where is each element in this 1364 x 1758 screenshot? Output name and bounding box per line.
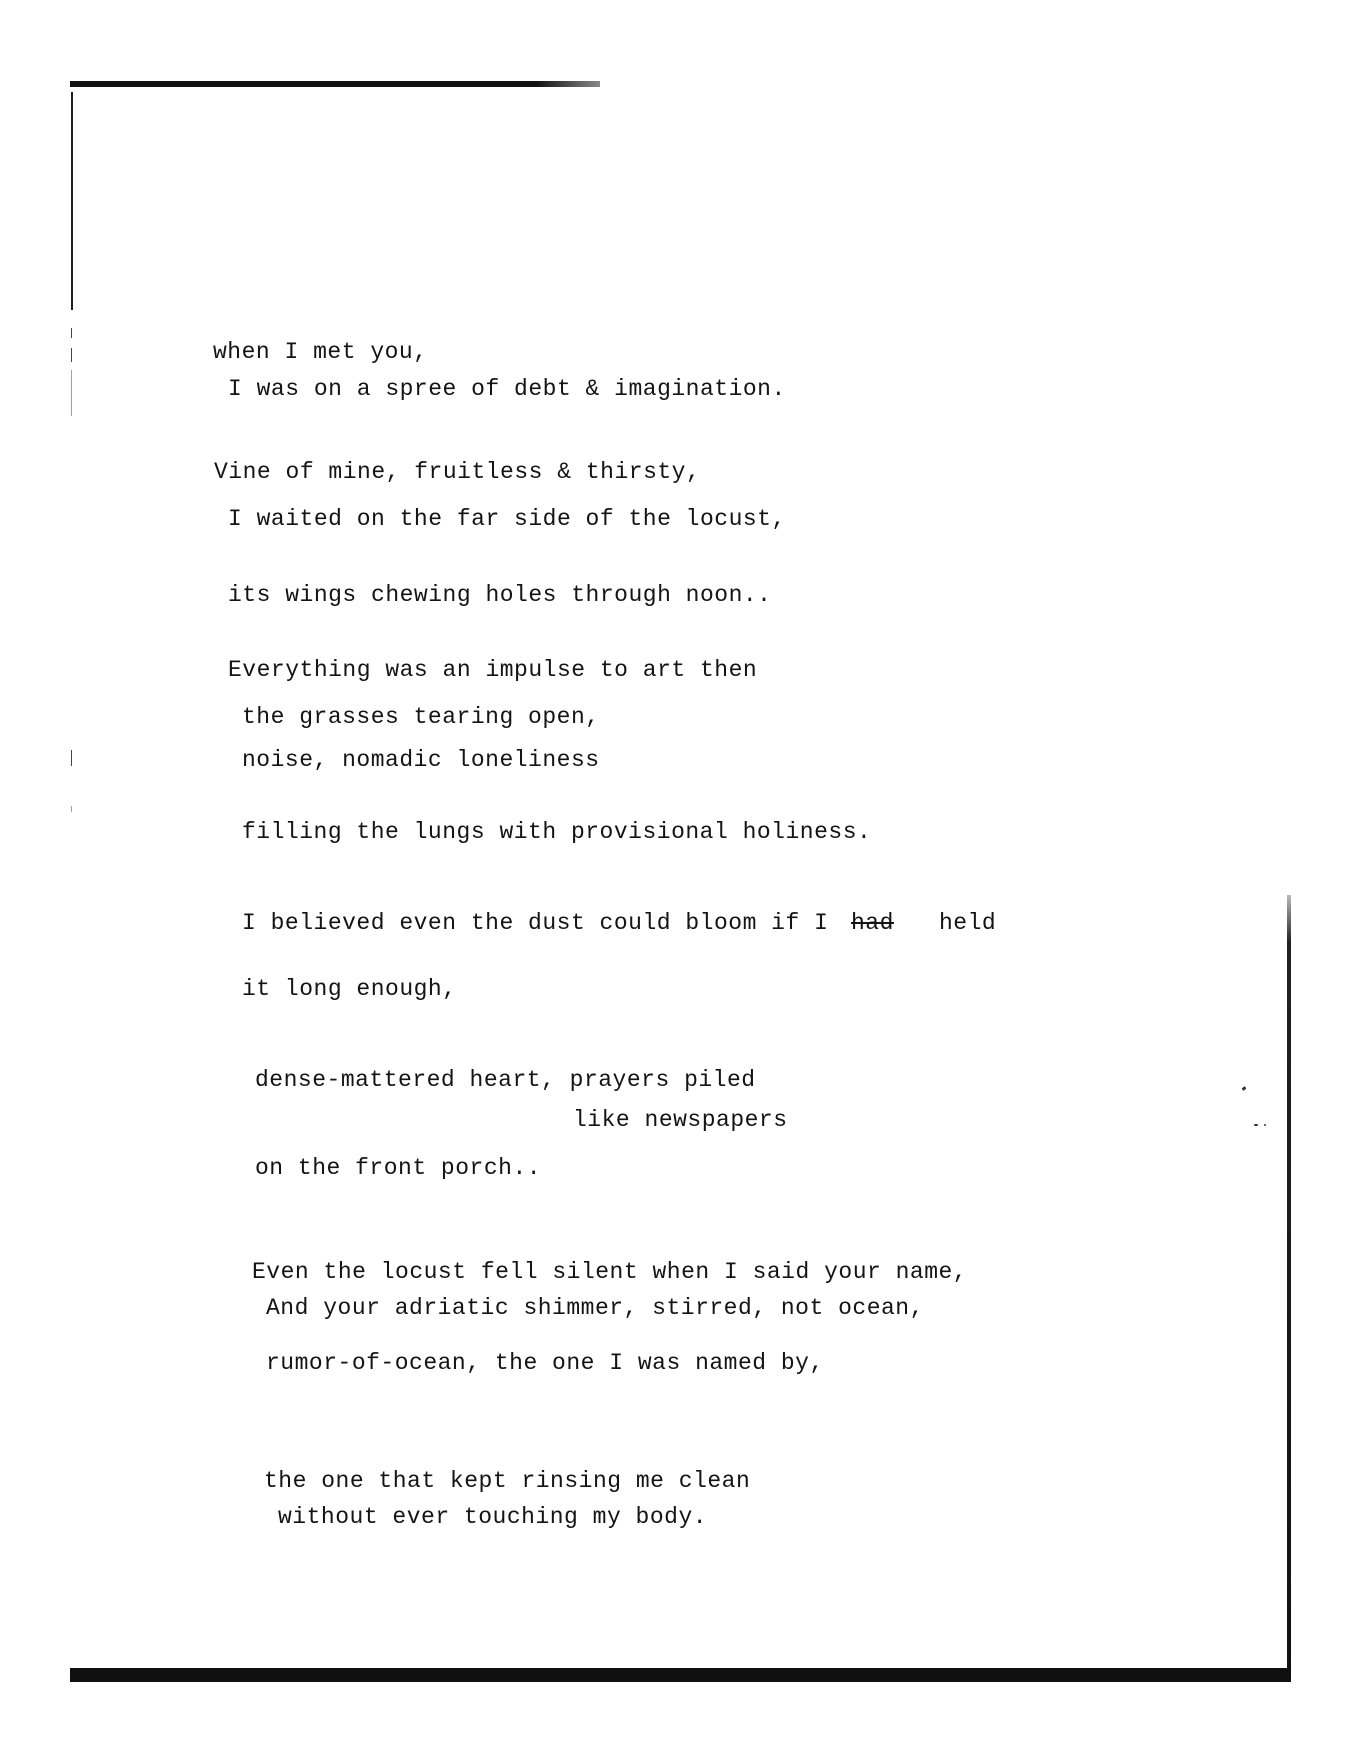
poem-line: noise, nomadic loneliness — [242, 747, 600, 773]
poem-line: the grasses tearing open, — [242, 704, 600, 730]
margin-tick — [71, 750, 72, 766]
ink-speck — [1254, 1124, 1258, 1126]
margin-tick — [71, 328, 72, 338]
poem-line: without ever touching my body. — [278, 1504, 708, 1530]
poem-line: dense-mattered heart, prayers piled — [255, 1067, 756, 1093]
top-rule — [70, 81, 600, 87]
poem-line: its wings chewing holes through noon.. — [228, 582, 772, 608]
ink-speck — [1242, 1086, 1247, 1091]
poem-line: like newspapers — [573, 1107, 788, 1133]
margin-tick — [71, 370, 72, 416]
right-rule — [1287, 895, 1291, 1682]
left-rule — [71, 92, 73, 310]
poem-line: on the front porch.. — [255, 1155, 542, 1181]
poem-line: Everything was an impulse to art then — [228, 657, 758, 683]
poem-line: I was on a spree of debt & imagination. — [228, 376, 786, 402]
poem-line: it long enough, — [242, 976, 457, 1002]
poem-line: filling the lungs with provisional holiness. — [242, 819, 872, 845]
margin-tick — [71, 348, 72, 362]
poem-line: rumor-of-ocean, the one I was named by, — [266, 1350, 824, 1376]
poem-line: held — [939, 910, 997, 936]
poem-line: Vine of mine, fruitless & thirsty, — [214, 459, 701, 485]
margin-tick — [71, 806, 72, 812]
poem-line: I waited on the far side of the locust, — [228, 506, 786, 532]
ink-speck — [1264, 1124, 1266, 1126]
poem-line: when I met you, — [213, 339, 428, 365]
bottom-rule — [70, 1668, 1291, 1682]
poem-line: I believed even the dust could bloom if I — [242, 910, 829, 936]
poem-line: the one that kept rinsing me clean — [264, 1468, 751, 1494]
poem-line: And your adriatic shimmer, stirred, not ocean, — [266, 1295, 924, 1321]
poem-line: Even the locust fell silent when I said your name, — [252, 1259, 968, 1285]
struck-word: had — [851, 910, 894, 936]
